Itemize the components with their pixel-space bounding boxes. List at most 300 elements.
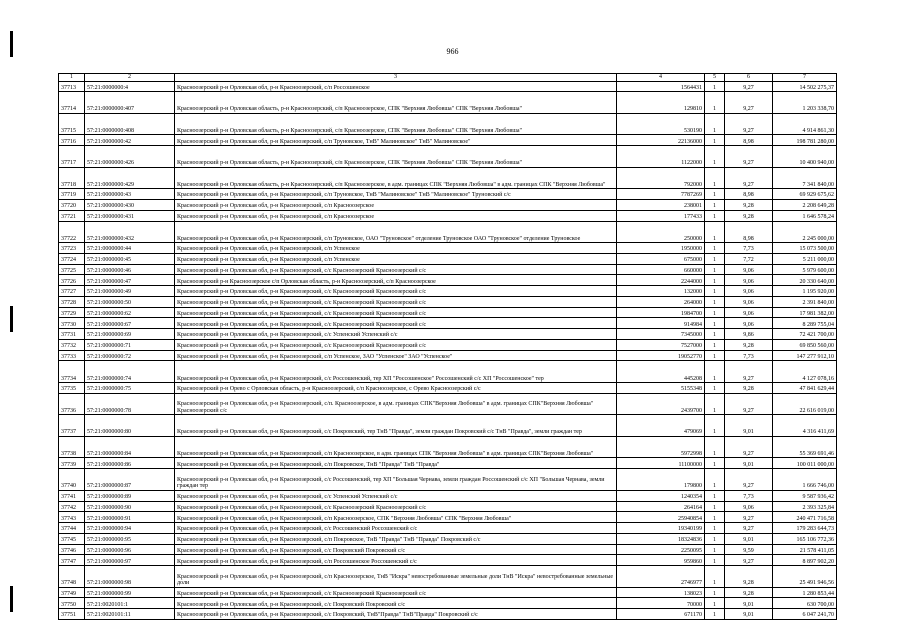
table-row: [59, 512, 837, 523]
column-header: 4: [617, 74, 705, 82]
area: 479069: [617, 415, 705, 437]
area: 70000: [617, 598, 705, 609]
share: 1: [705, 81, 725, 92]
area: 25940854: [617, 512, 705, 523]
cadastral-number: 57:21:0000000:67: [85, 318, 175, 329]
column-header: 2: [85, 74, 175, 82]
row-number: 37730: [59, 318, 85, 329]
address: Красноозерский р-н Орловская область, р-н Красноозерский, с/п Красноозерское, в адм. границах СПК "Верхняя Любовша" в адм. границах СПК "Верхняя Любовша": [175, 167, 617, 189]
cadastral-number: 57:21:0000000:78: [85, 393, 175, 415]
table-row: [59, 264, 837, 275]
area: 138023: [617, 587, 705, 598]
table-row: [59, 189, 837, 200]
table-row: [59, 501, 837, 512]
cadastral-value: 55 369 691,46: [773, 436, 837, 458]
row-number: 37747: [59, 555, 85, 566]
cadastral-number: 57:21:0000000:69: [85, 329, 175, 340]
row-number: 37733: [59, 350, 85, 361]
area: 2439700: [617, 393, 705, 415]
cadastral-number: 57:21:0000000:408: [85, 113, 175, 135]
cadastral-number: 57:21:0000000:49: [85, 286, 175, 297]
cadastral-number: 57:21:0000000:432: [85, 221, 175, 243]
price-per-unit: 9,28: [725, 199, 773, 210]
share: 1: [705, 286, 725, 297]
row-number: 37741: [59, 490, 85, 501]
price-per-unit: 9,01: [725, 609, 773, 620]
table-row: [59, 318, 837, 329]
address: Красноозерский р-н Орловская обл, р-н Красноозерский, с/п Красноозерское, в адм. границах СПК "Верхняя Любовша" в адм. границах СПК"Верхняя Любовша": [175, 436, 617, 458]
cadastral-value: 47 841 629,44: [773, 383, 837, 394]
row-number: 37750: [59, 598, 85, 609]
area: 445208: [617, 361, 705, 383]
cadastral-number: 57:21:0000000:407: [85, 92, 175, 114]
area: 914984: [617, 318, 705, 329]
cadastral-number: 57:21:0000000:426: [85, 146, 175, 168]
address: Красноозерский р-н Орловская обл, р-н Красноозерский, с/с Россошенский Россошенский с/с: [175, 523, 617, 534]
share: 1: [705, 609, 725, 620]
table-row: [59, 135, 837, 146]
share: 1: [705, 469, 725, 491]
table-row: [59, 415, 837, 437]
share: 1: [705, 243, 725, 254]
row-number: 37745: [59, 533, 85, 544]
row-number: 37734: [59, 361, 85, 383]
area: 792000: [617, 167, 705, 189]
share: 1: [705, 393, 725, 415]
address: Красноозерский р-н Орловская обл, р-н Красноозерский, с/с Красноозерский Красноозерский с/с: [175, 501, 617, 512]
cadastral-value: 240 471 716,58: [773, 512, 837, 523]
table-row: [59, 555, 837, 566]
price-per-unit: 8,98: [725, 221, 773, 243]
table-row: [59, 566, 837, 588]
area: 671170: [617, 609, 705, 620]
area: 1240354: [617, 490, 705, 501]
price-per-unit: 9,27: [725, 146, 773, 168]
land-registry-table: [58, 73, 837, 620]
row-number: 37743: [59, 512, 85, 523]
share: 1: [705, 329, 725, 340]
row-number: 37738: [59, 436, 85, 458]
price-per-unit: 9,06: [725, 307, 773, 318]
price-per-unit: 8,98: [725, 189, 773, 200]
table-row: [59, 383, 837, 394]
price-per-unit: 9,06: [725, 286, 773, 297]
table-row: [59, 523, 837, 534]
address: Красноозерский р-н Орловская обл, р-н Красноозерский, с/с Успенский Успенский с/с: [175, 490, 617, 501]
cadastral-value: 2 391 840,00: [773, 296, 837, 307]
address: Красноозерский р-н Орловская область, р-н Красноозерский, с/п Красноозерское, СПК "Верхняя Любовша" СПК "Верхняя Любовша": [175, 113, 617, 135]
column-header: 6: [725, 74, 773, 82]
share: 1: [705, 458, 725, 469]
cadastral-number: 57:21:0020101:11: [85, 609, 175, 620]
address: Красноозерский р-н Орловская обл, р-н Красноозерский, с/п Труновское, ОАО "Труновское" отделение Труновское ОАО "Труновское" отделение Труновское: [175, 221, 617, 243]
row-number: 37721: [59, 210, 85, 221]
price-per-unit: 8,98: [725, 135, 773, 146]
row-number: 37736: [59, 393, 85, 415]
share: 1: [705, 199, 725, 210]
price-per-unit: 9,27: [725, 393, 773, 415]
price-per-unit: 9,28: [725, 210, 773, 221]
address: Красноозерский р-н Орловская обл, р-н Красноозерский, с/п Красноозерское, ТнВ "Искра" невостребованные земельные доли ТнВ "Искра" невостребованные земельные доли: [175, 566, 617, 588]
cadastral-value: 6 047 241,70: [773, 609, 837, 620]
area: 7527000: [617, 339, 705, 350]
price-per-unit: 9,27: [725, 92, 773, 114]
cadastral-number: 57:21:0000000:430: [85, 199, 175, 210]
cadastral-number: 57:21:0000000:91: [85, 512, 175, 523]
row-number: 37751: [59, 609, 85, 620]
table-row: [59, 221, 837, 243]
cadastral-number: 57:21:0000000:80: [85, 415, 175, 437]
share: 1: [705, 318, 725, 329]
cadastral-number: 57:21:0000000:97: [85, 555, 175, 566]
address: Красноозерский р-н Орловская обл, р-н Красноозерский, с/п. Красноозерское, в адм. границах СПК"Верхняя Любовша" в адм. границах СПК"Верхняя Любовша" Красноозерский с/с: [175, 393, 617, 415]
row-number: 37731: [59, 329, 85, 340]
table-row: [59, 329, 837, 340]
cadastral-value: 8 897 902,20: [773, 555, 837, 566]
cadastral-value: 5 211 000,00: [773, 253, 837, 264]
cadastral-number: 57:21:0000000:99: [85, 587, 175, 598]
price-per-unit: 9,27: [725, 523, 773, 534]
area: 1564431: [617, 81, 705, 92]
address: Красноозерский р-н Орловская обл, р-н Красноозерский, с/с Успенский Успенский с/с: [175, 329, 617, 340]
address: Красноозерский р-н Орловская обл, р-н Красноозерский, с/с Покровский, ТнВ"Правда" ТнВ"Правда" Покровский с/с: [175, 609, 617, 620]
area: 264000: [617, 296, 705, 307]
share: 1: [705, 264, 725, 275]
share: 1: [705, 210, 725, 221]
area: 129810: [617, 92, 705, 114]
cadastral-number: 57:21:0000000:95: [85, 533, 175, 544]
cadastral-value: 1 203 338,70: [773, 92, 837, 114]
share: 1: [705, 92, 725, 114]
area: 530190: [617, 113, 705, 135]
row-number: 37746: [59, 544, 85, 555]
share: 1: [705, 221, 725, 243]
cadastral-number: 57:21:0000000:75: [85, 383, 175, 394]
row-number: 37739: [59, 458, 85, 469]
page-number: 966: [446, 47, 459, 56]
table-row: [59, 339, 837, 350]
row-number: 37725: [59, 264, 85, 275]
address: Красноозерский р-н Орловская обл, р-н Красноозерский, с/п Труновское, ТнВ" Малиновское" ТнВ" Малиновское": [175, 135, 617, 146]
cadastral-value: 20 330 640,00: [773, 275, 837, 286]
price-per-unit: 9,01: [725, 415, 773, 437]
cadastral-number: 57:21:0000000:4: [85, 81, 175, 92]
cadastral-value: 4 316 411,69: [773, 415, 837, 437]
share: 1: [705, 383, 725, 394]
price-per-unit: 7,73: [725, 243, 773, 254]
table-row: [59, 146, 837, 168]
area: 177433: [617, 210, 705, 221]
cadastral-number: 57:21:0000000:71: [85, 339, 175, 350]
address: Красноозерский р-н Орловская обл, р-н Красноозерский, с/п Россошенское: [175, 81, 617, 92]
table-row: [59, 490, 837, 501]
price-per-unit: 9,27: [725, 512, 773, 523]
share: 1: [705, 415, 725, 437]
area: 250000: [617, 221, 705, 243]
cadastral-number: 57:21:0020101:1: [85, 598, 175, 609]
price-per-unit: 9,06: [725, 296, 773, 307]
cadastral-number: 57:21:0000000:72: [85, 350, 175, 361]
cadastral-value: 2 245 000,00: [773, 221, 837, 243]
cadastral-number: 57:21:0000000:84: [85, 436, 175, 458]
address: Красноозерский р-н Орловская обл, р-н Красноозерский, с/с Красноозерский Красноозерский с/с: [175, 264, 617, 275]
share: 1: [705, 307, 725, 318]
cadastral-value: 14 502 275,37: [773, 81, 837, 92]
row-number: 37724: [59, 253, 85, 264]
cadastral-number: 57:21:0000000:74: [85, 361, 175, 383]
price-per-unit: 9,27: [725, 81, 773, 92]
row-number: 37729: [59, 307, 85, 318]
cadastral-number: 57:21:0000000:429: [85, 167, 175, 189]
row-number: 37718: [59, 167, 85, 189]
table-row: [59, 393, 837, 415]
area: 2244000: [617, 275, 705, 286]
cadastral-value: 198 781 280,00: [773, 135, 837, 146]
price-per-unit: 9,06: [725, 264, 773, 275]
area: 959860: [617, 555, 705, 566]
table-row: [59, 199, 837, 210]
table-row: [59, 253, 837, 264]
share: 1: [705, 146, 725, 168]
area: 5972998: [617, 436, 705, 458]
cadastral-number: 57:21:0000000:98: [85, 566, 175, 588]
cadastral-value: 100 011 000,00: [773, 458, 837, 469]
address: Красноозерский р-н Орловская обл, р-н Красноозерский, с/п Россошенское Россошенский с/с: [175, 555, 617, 566]
binding-mark-bottom: [10, 586, 13, 612]
cadastral-value: 165 106 772,36: [773, 533, 837, 544]
row-number: 37740: [59, 469, 85, 491]
table-row: [59, 350, 837, 361]
share: 1: [705, 350, 725, 361]
price-per-unit: 9,59: [725, 544, 773, 555]
cadastral-value: 7 341 840,00: [773, 167, 837, 189]
cadastral-value: 4 914 861,30: [773, 113, 837, 135]
row-number: 37737: [59, 415, 85, 437]
cadastral-value: 1 646 578,24: [773, 210, 837, 221]
cadastral-value: 10 400 940,00: [773, 146, 837, 168]
header-row: [59, 74, 837, 82]
price-per-unit: 9,27: [725, 555, 773, 566]
area: 2746977: [617, 566, 705, 588]
column-header: 3: [175, 74, 617, 82]
address: Красноозерский р-н Орловская обл, р-н Красноозерский, с/п Красноозерское: [175, 210, 617, 221]
table-row: [59, 609, 837, 620]
binding-mark-middle: [10, 306, 13, 332]
row-number: 37727: [59, 286, 85, 297]
area: 5155348: [617, 383, 705, 394]
price-per-unit: 9,06: [725, 501, 773, 512]
row-number: 37723: [59, 243, 85, 254]
area: 264164: [617, 501, 705, 512]
table-row: [59, 167, 837, 189]
table-row: [59, 286, 837, 297]
share: 1: [705, 566, 725, 588]
cadastral-value: 2 208 649,28: [773, 199, 837, 210]
area: 19052770: [617, 350, 705, 361]
price-per-unit: 7,73: [725, 490, 773, 501]
share: 1: [705, 296, 725, 307]
cadastral-number: 57:21:0000000:87: [85, 469, 175, 491]
price-per-unit: 9,27: [725, 113, 773, 135]
cadastral-value: 8 289 755,04: [773, 318, 837, 329]
cadastral-value: 1 280 853,44: [773, 587, 837, 598]
row-number: 37742: [59, 501, 85, 512]
share: 1: [705, 361, 725, 383]
row-number: 37714: [59, 92, 85, 114]
column-header: 7: [773, 74, 837, 82]
share: 1: [705, 113, 725, 135]
table-row: [59, 243, 837, 254]
address: Красноозерский р-н Орловская область, р-н Красноозерский, с/п Красноозерское, СПК "Верхняя Любовша" СПК "Верхняя Любовша": [175, 146, 617, 168]
table-row: [59, 361, 837, 383]
address: Красноозерский р-н Орловская обл, р-н Красноозерский, с/с Покровский, тер ТнВ "Правда", земли граждан Покровский с/с ТнВ "Правда", земли граждан тер: [175, 415, 617, 437]
price-per-unit: 9,27: [725, 469, 773, 491]
price-per-unit: 9,27: [725, 167, 773, 189]
address: Красноозерский р-н Орловская обл, р-н Красноозерский, с/с Красноозерский Красноозерский с/с: [175, 587, 617, 598]
row-number: 37720: [59, 199, 85, 210]
share: 1: [705, 167, 725, 189]
price-per-unit: 7,72: [725, 253, 773, 264]
address: Красноозерский р-н Орловская обл, р-н Красноозерский, с/п Успенское, ЗАО "Успенское" ЗАО "Успенское": [175, 350, 617, 361]
address: Красноозерский р-н Орловская обл, р-н Красноозерский, с/п Покровское, ТнВ "Правда" ТнВ "Правда": [175, 458, 617, 469]
row-number: 37716: [59, 135, 85, 146]
price-per-unit: 9,06: [725, 275, 773, 286]
address: Красноозерский р-н Орловская обл, р-н Красноозерский, с/п Красноозерское: [175, 199, 617, 210]
row-number: 37713: [59, 81, 85, 92]
table-row: [59, 436, 837, 458]
price-per-unit: 9,28: [725, 383, 773, 394]
row-number: 37735: [59, 383, 85, 394]
address: Красноозерский р-н Орево с Орловская область, р-н Красноозерский, с/п Красноозерское, с Орево Красноозерский с/с: [175, 383, 617, 394]
cadastral-number: 57:21:0000000:50: [85, 296, 175, 307]
cadastral-value: 4 127 078,16: [773, 361, 837, 383]
address: Красноозерский р-н Орловская обл, р-н Красноозерский, с/с Красноозерский Красноозерский с/с: [175, 296, 617, 307]
share: 1: [705, 189, 725, 200]
column-header: 1: [59, 74, 85, 82]
row-number: 37715: [59, 113, 85, 135]
price-per-unit: 9,28: [725, 339, 773, 350]
share: 1: [705, 275, 725, 286]
cadastral-number: 57:21:0000000:89: [85, 490, 175, 501]
cadastral-value: 15 073 500,00: [773, 243, 837, 254]
table-row: [59, 458, 837, 469]
share: 1: [705, 501, 725, 512]
table-row: [59, 544, 837, 555]
share: 1: [705, 587, 725, 598]
share: 1: [705, 533, 725, 544]
cadastral-value: 72 421 700,00: [773, 329, 837, 340]
price-per-unit: 9,27: [725, 361, 773, 383]
cadastral-number: 57:21:0000000:90: [85, 501, 175, 512]
area: 22136000: [617, 135, 705, 146]
table-row: [59, 296, 837, 307]
cadastral-value: 25 491 946,56: [773, 566, 837, 588]
share: 1: [705, 512, 725, 523]
cadastral-value: 1 666 746,00: [773, 469, 837, 491]
address: Красноозерский р-н Орловская обл, р-н Красноозерский, с/с Красноозерский Красноозерский с/с: [175, 307, 617, 318]
table-row: [59, 113, 837, 135]
address: Красноозерский р-н Орловская обл, р-н Красноозерский, с/с Красноозерский Красноозерский с/с: [175, 286, 617, 297]
cadastral-value: 5 979 600,00: [773, 264, 837, 275]
area: 18324836: [617, 533, 705, 544]
share: 1: [705, 135, 725, 146]
address: Красноозерский р-н Орловская область, р-н Красноозерский, с/п Красноозерское, СПК "Верхняя Любовша" СПК "Верхняя Любовша": [175, 92, 617, 114]
table-row: [59, 469, 837, 491]
address: Красноозерский р-н Орловская обл, р-н Красноозерский, с/с Покровский Покровский с/с: [175, 598, 617, 609]
address: Красноозерский р-н Орловская обл, р-н Красноозерский, с/п Успенское: [175, 243, 617, 254]
price-per-unit: 9,01: [725, 598, 773, 609]
row-number: 37749: [59, 587, 85, 598]
area: 19340199: [617, 523, 705, 534]
table-row: [59, 598, 837, 609]
area: 7787269: [617, 189, 705, 200]
share: 1: [705, 490, 725, 501]
address: Красноозерский р-н Орловская обл, р-н Красноозерский, с/с Покровский Покровский с/с: [175, 544, 617, 555]
area: 7345000: [617, 329, 705, 340]
row-number: 37717: [59, 146, 85, 168]
address: Красноозерский р-н Орловская обл, р-н Красноозерский, с/с Россошенский, тер ХП "Россошенское" Россошенский с/с ХП "Россошенское" тер: [175, 361, 617, 383]
row-number: 37748: [59, 566, 85, 588]
price-per-unit: 9,28: [725, 587, 773, 598]
row-number: 37732: [59, 339, 85, 350]
cadastral-number: 57:21:0000000:46: [85, 264, 175, 275]
cadastral-value: 147 277 912,10: [773, 350, 837, 361]
area: 132000: [617, 286, 705, 297]
price-per-unit: 9,27: [725, 436, 773, 458]
row-number: 37719: [59, 189, 85, 200]
cadastral-number: 57:21:0000000:45: [85, 253, 175, 264]
address: Красноозерский р-н Орловская обл, р-н Красноозерский, с/с Россошенский, тер ХП "Большая Чернава, земли граждан Россошенский с/с ХП "Большая Чернава, земли граждан тер: [175, 469, 617, 491]
row-number: 37722: [59, 221, 85, 243]
price-per-unit: 7,73: [725, 350, 773, 361]
cadastral-number: 57:21:0000000:94: [85, 523, 175, 534]
row-number: 37726: [59, 275, 85, 286]
price-per-unit: 9,01: [725, 533, 773, 544]
address: Красноозерский р-н Красноозерское с/п Орловская область, р-н Красноозерский, с/п Красноозерское: [175, 275, 617, 286]
column-header: 5: [705, 74, 725, 82]
address: Красноозерский р-н Орловская обл, р-н Красноозерский, с/с Красноозерский Красноозерский с/с: [175, 339, 617, 350]
cadastral-value: 630 700,00: [773, 598, 837, 609]
address: Красноозерский р-н Орловская обл, р-н Красноозерский, с/п Труновское, ТнВ "Малиновское" ТнВ "Малиновское" Труновский с/с: [175, 189, 617, 200]
cadastral-value: 69 850 560,00: [773, 339, 837, 350]
address: Красноозерский р-н Орловская обл, р-н Красноозерский, с/с Красноозерский Красноозерский с/с: [175, 318, 617, 329]
area: 11100000: [617, 458, 705, 469]
share: 1: [705, 339, 725, 350]
row-number: 37744: [59, 523, 85, 534]
share: 1: [705, 544, 725, 555]
cadastral-value: 21 578 411,05: [773, 544, 837, 555]
cadastral-number: 57:21:0000000:96: [85, 544, 175, 555]
table-row: [59, 587, 837, 598]
share: 1: [705, 523, 725, 534]
cadastral-number: 57:21:0000000:431: [85, 210, 175, 221]
price-per-unit: 9,86: [725, 329, 773, 340]
cadastral-number: 57:21:0000000:47: [85, 275, 175, 286]
share: 1: [705, 253, 725, 264]
area: 2250095: [617, 544, 705, 555]
price-per-unit: 9,06: [725, 318, 773, 329]
cadastral-value: 1 195 920,00: [773, 286, 837, 297]
cadastral-value: 9 587 936,42: [773, 490, 837, 501]
cadastral-value: 17 981 382,00: [773, 307, 837, 318]
cadastral-value: 179 283 644,73: [773, 523, 837, 534]
area: 660000: [617, 264, 705, 275]
row-number: 37728: [59, 296, 85, 307]
area: 675000: [617, 253, 705, 264]
address: Красноозерский р-н Орловская обл, р-н Красноозерский, с/п Красноозерское, СПК "Верхняя Любовша" СПК "Верхняя Любовша": [175, 512, 617, 523]
cadastral-number: 57:21:0000000:86: [85, 458, 175, 469]
area: 1950000: [617, 243, 705, 254]
